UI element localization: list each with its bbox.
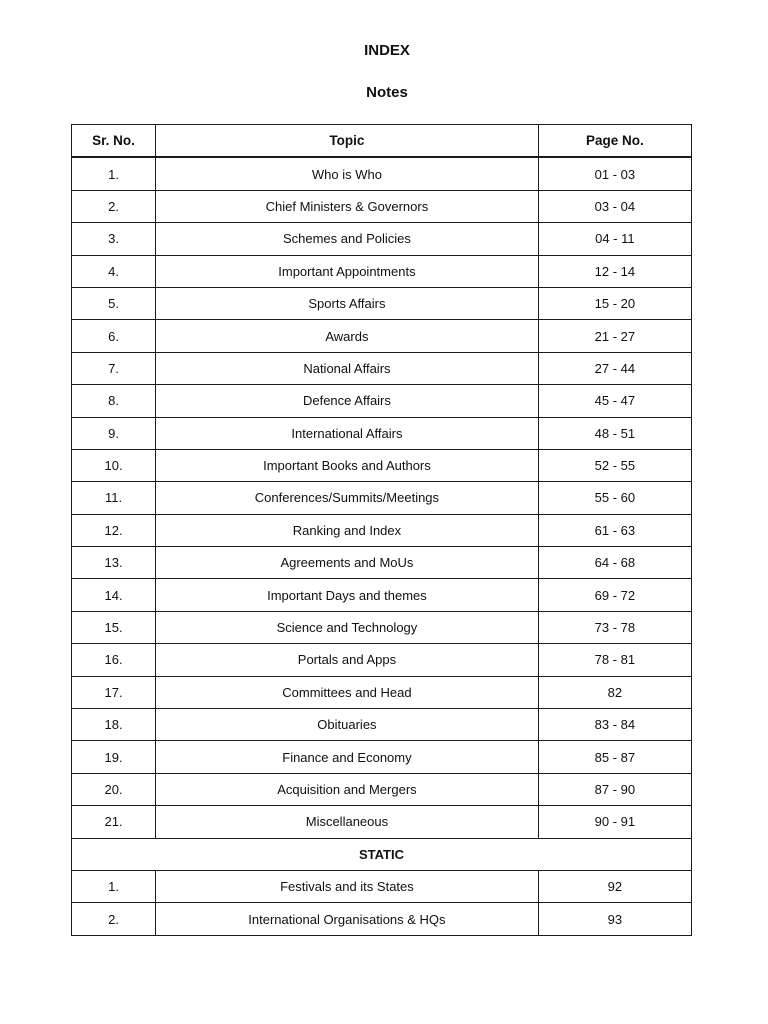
page-no-cell: 92 [538, 870, 691, 902]
topic-cell: Committees and Head [156, 676, 539, 708]
static-section-heading: STATIC [72, 838, 692, 870]
sr-no-cell: 3. [72, 223, 156, 255]
page-no-cell: 12 - 14 [538, 255, 691, 287]
page-no-cell: 78 - 81 [538, 644, 691, 676]
sr-no-cell: 17. [72, 676, 156, 708]
page-no-cell: 04 - 11 [538, 223, 691, 255]
table-row [72, 449, 692, 481]
static-section-row [72, 838, 692, 870]
table-row [72, 514, 692, 546]
sr-no-cell: 7. [72, 352, 156, 384]
sr-no-cell: 15. [72, 611, 156, 643]
table-row [72, 579, 692, 611]
sr-no-cell: 1. [72, 870, 156, 902]
table-row [72, 903, 692, 935]
page-no-cell: 93 [538, 903, 691, 935]
index-table [71, 124, 692, 936]
table-row [72, 741, 692, 773]
sr-no-cell: 8. [72, 385, 156, 417]
page-no-cell: 21 - 27 [538, 320, 691, 352]
topic-cell: Miscellaneous [156, 806, 539, 838]
sr-no-cell: 14. [72, 579, 156, 611]
page-no-cell: 69 - 72 [538, 579, 691, 611]
sr-no-cell: 6. [72, 320, 156, 352]
topic-cell: Finance and Economy [156, 741, 539, 773]
topic-cell: Science and Technology [156, 611, 539, 643]
page-no-cell: 87 - 90 [538, 773, 691, 805]
page-no-cell: 85 - 87 [538, 741, 691, 773]
table-row [72, 223, 692, 255]
topic-cell: Ranking and Index [156, 514, 539, 546]
topic-cell: Important Appointments [156, 255, 539, 287]
table-row [72, 352, 692, 384]
table-row [72, 870, 692, 902]
page-no-cell: 82 [538, 676, 691, 708]
sr-no-cell: 16. [72, 644, 156, 676]
page-no-cell: 52 - 55 [538, 449, 691, 481]
topic-cell: Schemes and Policies [156, 223, 539, 255]
table-row [72, 644, 692, 676]
table-row [72, 190, 692, 222]
page-no-cell: 03 - 04 [538, 190, 691, 222]
page-no-cell: 73 - 78 [538, 611, 691, 643]
page-title: INDEX [364, 42, 410, 59]
table-row [72, 482, 692, 514]
topic-cell: Important Days and themes [156, 579, 539, 611]
sr-no-cell: 1. [72, 157, 156, 190]
page-no-cell: 01 - 03 [538, 157, 691, 190]
page-no-cell: 15 - 20 [538, 287, 691, 319]
topic-cell: Important Books and Authors [156, 449, 539, 481]
table-row [72, 320, 692, 352]
page-no-cell: 64 - 68 [538, 547, 691, 579]
topic-cell: Conferences/Summits/Meetings [156, 482, 539, 514]
sr-no-cell: 20. [72, 773, 156, 805]
table-row [72, 157, 692, 190]
topic-cell: Festivals and its States [156, 870, 539, 902]
sr-no-cell: 5. [72, 287, 156, 319]
sr-no-cell: 21. [72, 806, 156, 838]
page-no-cell: 45 - 47 [538, 385, 691, 417]
header-sr-no: Sr. No. [72, 125, 156, 158]
table-row [72, 385, 692, 417]
sr-no-cell: 11. [72, 482, 156, 514]
sr-no-cell: 10. [72, 449, 156, 481]
topic-cell: Who is Who [156, 157, 539, 190]
page-no-cell: 90 - 91 [538, 806, 691, 838]
sr-no-cell: 4. [72, 255, 156, 287]
topic-cell: Obituaries [156, 709, 539, 741]
topic-cell: Portals and Apps [156, 644, 539, 676]
page-no-cell: 27 - 44 [538, 352, 691, 384]
topic-cell: Acquisition and Mergers [156, 773, 539, 805]
topic-cell: Agreements and MoUs [156, 547, 539, 579]
table-row [72, 547, 692, 579]
sr-no-cell: 2. [72, 903, 156, 935]
table-row [72, 287, 692, 319]
section-subtitle: Notes [366, 84, 408, 101]
table-header-row [72, 125, 692, 158]
page-no-cell: 48 - 51 [538, 417, 691, 449]
sr-no-cell: 18. [72, 709, 156, 741]
sr-no-cell: 9. [72, 417, 156, 449]
page-no-cell: 55 - 60 [538, 482, 691, 514]
topic-cell: National Affairs [156, 352, 539, 384]
topic-cell: International Affairs [156, 417, 539, 449]
sr-no-cell: 2. [72, 190, 156, 222]
header-topic: Topic [156, 125, 539, 158]
sr-no-cell: 19. [72, 741, 156, 773]
table-row [72, 806, 692, 838]
topic-cell: Chief Ministers & Governors [156, 190, 539, 222]
table-row [72, 255, 692, 287]
table-row [72, 676, 692, 708]
table-row [72, 611, 692, 643]
table-row [72, 773, 692, 805]
sr-no-cell: 12. [72, 514, 156, 546]
page-no-cell: 61 - 63 [538, 514, 691, 546]
header-page-no: Page No. [538, 125, 691, 158]
table-body [72, 157, 692, 935]
sr-no-cell: 13. [72, 547, 156, 579]
topic-cell: Awards [156, 320, 539, 352]
page-no-cell: 83 - 84 [538, 709, 691, 741]
topic-cell: International Organisations & HQs [156, 903, 539, 935]
topic-cell: Sports Affairs [156, 287, 539, 319]
table-row [72, 417, 692, 449]
topic-cell: Defence Affairs [156, 385, 539, 417]
table-row [72, 709, 692, 741]
